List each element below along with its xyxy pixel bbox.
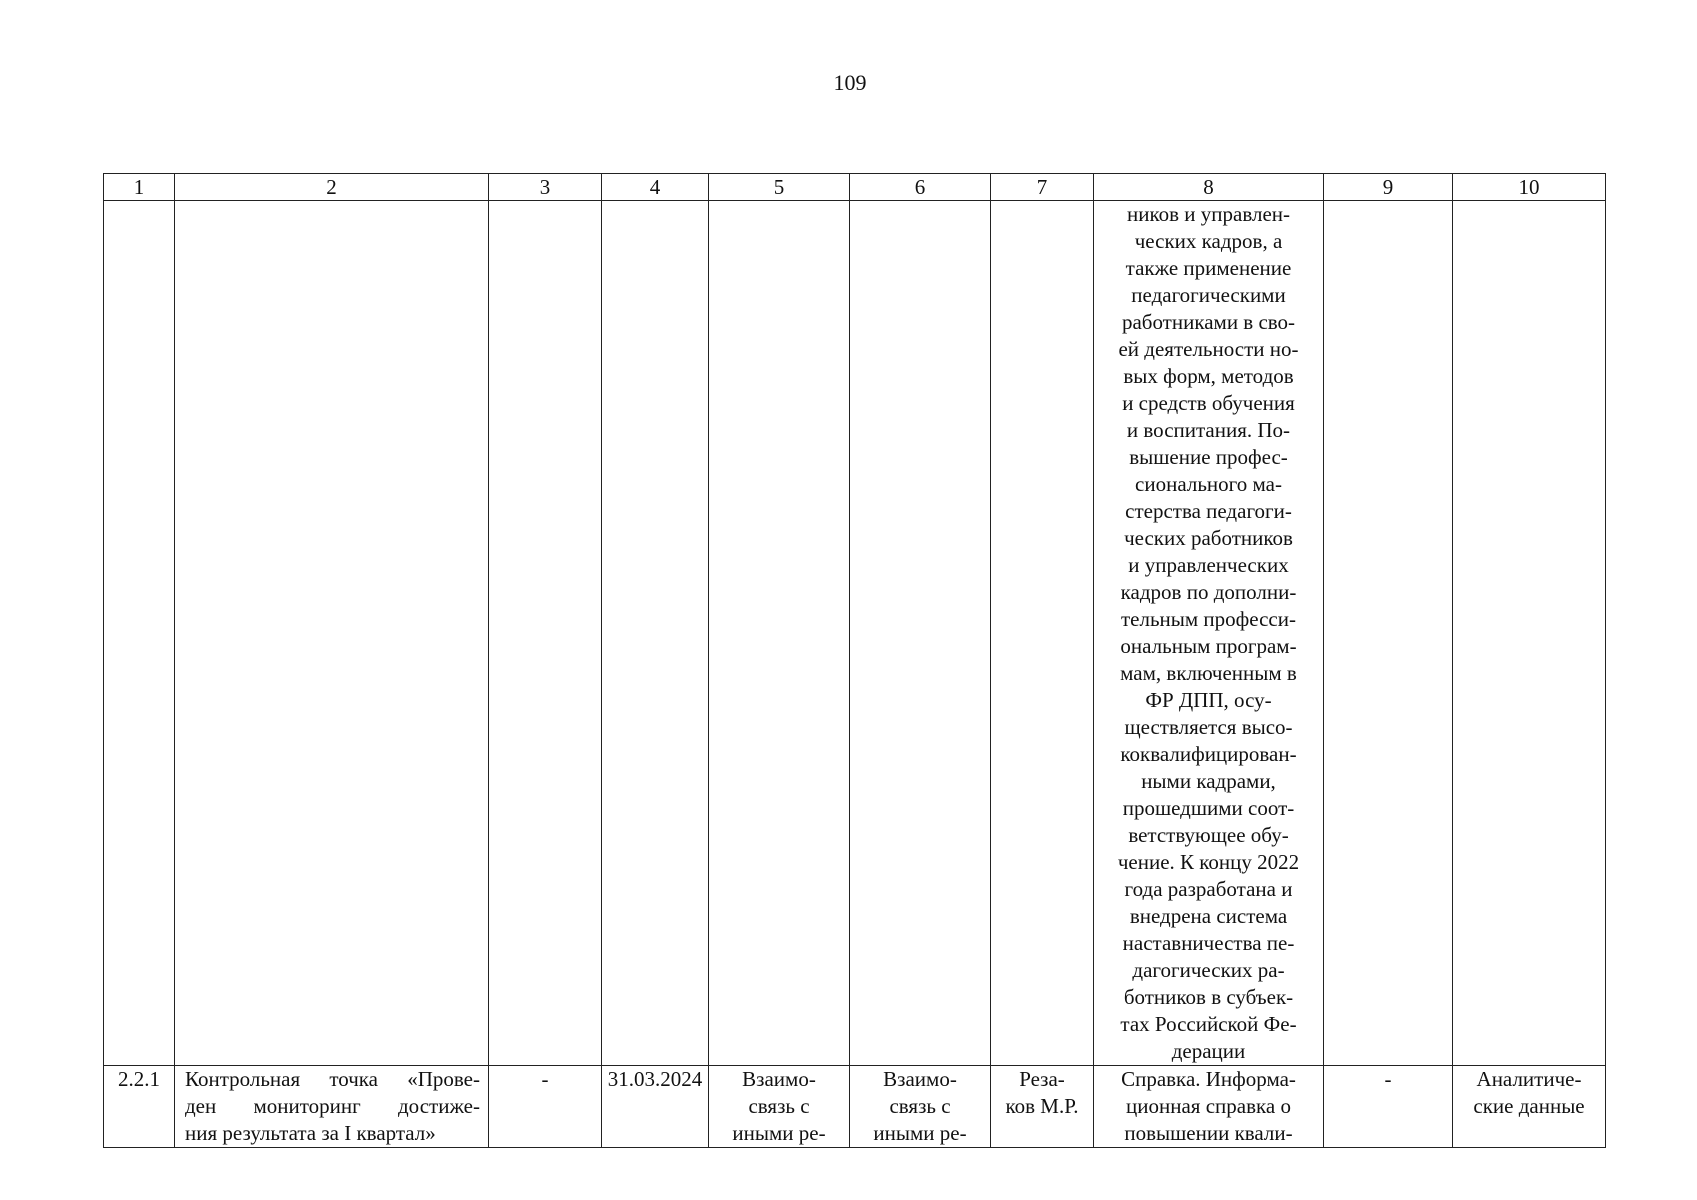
row-responsible: Реза- ков М.Р. xyxy=(991,1066,1094,1148)
row-col-10: Аналитиче- ские данные xyxy=(1453,1066,1606,1148)
checkpoint-line-1: Контрольная точка «Прове- xyxy=(185,1067,480,1091)
page-number: 109 xyxy=(833,70,867,95)
cont-cell-1 xyxy=(104,201,175,1066)
checkpoint-line-3: ния результата за I квартал» xyxy=(185,1121,436,1145)
header-row xyxy=(104,174,1606,201)
cont-cell-4 xyxy=(602,201,709,1066)
cont-cell-6 xyxy=(850,201,991,1066)
cont-cell-5 xyxy=(709,201,850,1066)
row-col-5: Взаимо- связь с иными ре- xyxy=(709,1066,850,1148)
header-col-9: 9 xyxy=(1324,174,1453,201)
header-col-10: 10 xyxy=(1453,174,1606,201)
header-col-1: 1 xyxy=(104,174,175,201)
row-number: 2.2.1 xyxy=(104,1066,175,1148)
row-col-9: - xyxy=(1324,1066,1453,1148)
row-col-3: - xyxy=(489,1066,602,1148)
cont-cell-3 xyxy=(489,201,602,1066)
checkpoint-line-2: ден мониторинг достиже- xyxy=(185,1094,480,1118)
table-row-2-2-1 xyxy=(104,1066,1606,1148)
cont-cell-10 xyxy=(1453,201,1606,1066)
header-col-3: 3 xyxy=(489,174,602,201)
header-col-6: 6 xyxy=(850,174,991,201)
row-date: 31.03.2024 xyxy=(602,1066,709,1148)
row-col-6: Взаимо- связь с иными ре- xyxy=(850,1066,991,1148)
header-col-7: 7 xyxy=(991,174,1094,201)
header-col-8: 8 xyxy=(1094,174,1324,201)
cont-cell-8-text: ников и управлен- ческих кадров, а также применение педагогическими работниками в сво- ей деятельности но- вых форм, методов и средств обучения и воспитания. По- вышение профес- сионального ма- стерства педагоги- ческих работников и управленческих кадров по дополни- тельным професси- ональным програм- мам, включенным в ФР ДПП, осу- ществляется высо- коквалифицирован- ными кадрами, прошедшими соот- ветствующее обу- чение. К концу 2022 года разработана и внедрена система наставничества пе- дагогических ра- ботников в субъек- тах Российской Фе- дерации xyxy=(1094,201,1324,1066)
row-col-8: Справка. Информа- ционная справка о повышении квали- xyxy=(1094,1066,1324,1148)
cont-cell-7 xyxy=(991,201,1094,1066)
checkpoint-description xyxy=(175,1066,489,1148)
cont-cell-2 xyxy=(175,201,489,1066)
header-col-5: 5 xyxy=(709,174,850,201)
continuation-row xyxy=(104,201,1606,1066)
plan-table xyxy=(103,173,1606,1148)
header-col-4: 4 xyxy=(602,174,709,201)
header-col-2: 2 xyxy=(175,174,489,201)
cont-cell-9 xyxy=(1324,201,1453,1066)
